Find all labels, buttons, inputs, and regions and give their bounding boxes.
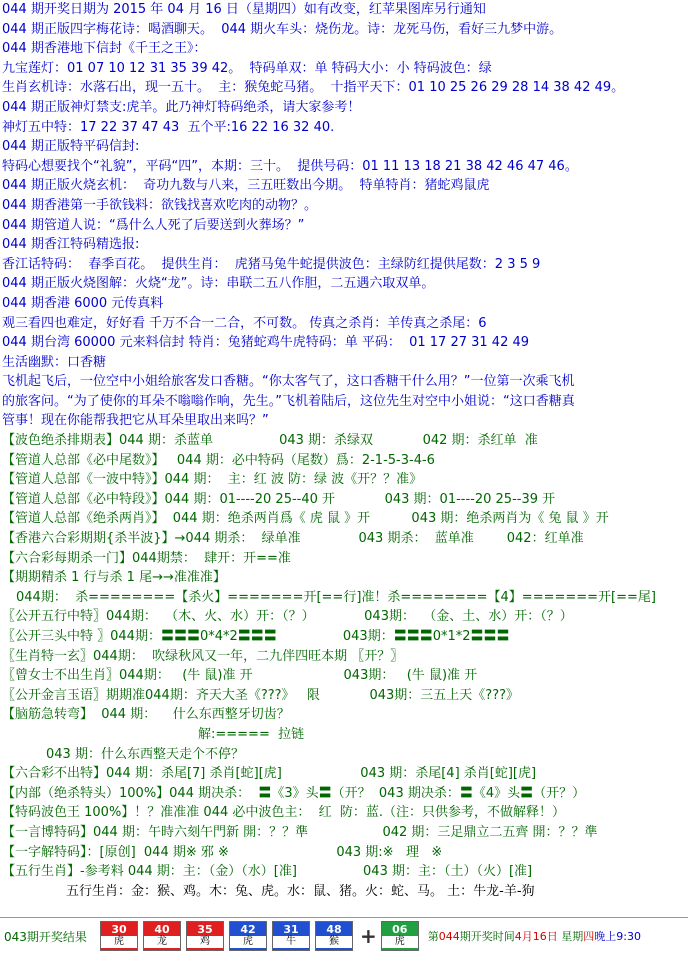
text-line: 044 期正版火烧图解：火烧“龙”。诗：串联二五八作胆，二五遇六取双单。 <box>2 276 435 292</box>
result-ball <box>229 921 267 951</box>
text-line: 管事！现在你能帮我把它从耳朵里取出来吗？” <box>2 413 269 429</box>
text-line: 的旅客问。“为了使你的耳朵不嗡嗡作响，先生。”飞机着陆后，这位先生对空中小姐说：“这口香糖真 <box>2 393 575 409</box>
text-line: 飞机起飞后，一位空中小姐给旅客发口香糖。“你太客气了，这口香糖干什么用？”一位第一次乘飞机 <box>2 374 575 390</box>
text-line: 【一字解特码】：[原创] 044 期※ 邪 ※ 043 期:※ 理 ※ <box>2 844 443 860</box>
text-line: 044 期香港 6000 元传真料 <box>2 295 164 311</box>
ball-zodiac: 虎 <box>382 936 418 948</box>
text-line: 【六合彩不出特】044 期：杀尾[7] 杀肖[蛇][虎] 043 期：杀尾[4] 杀肖[蛇][虎] <box>2 766 537 782</box>
result-bar-label: 043期开奖结果 <box>4 929 87 944</box>
text-line: 【管道人总部《必中特段》】044 期：01----20 25--40 开 043 期：01----20 25--39 开 <box>2 491 556 507</box>
text-line: 五行生肖：金：猴、鸡。木：兔、虎。水：鼠、猪。火：蛇、马。 土：牛龙-羊-狗 <box>66 883 535 899</box>
text-line: 九宝莲灯：01 07 10 12 31 35 39 42。 特码单双：单 特码大小：小 特码波色：绿 <box>2 60 492 76</box>
text-line: 043 期：什么东西整天走个不停？ <box>46 746 244 762</box>
result-ball <box>186 921 224 951</box>
text-line: 〖生肖特一玄〗044期： 吹绿秋风又一年，二九伴四旺本期 〖开？〗 <box>2 648 404 664</box>
result-bar <box>0 917 688 954</box>
text-line: 〖公开三头中特 〗044期：〓〓〓0*4*2〓〓〓 043期：〓〓〓0*1*2〓〓〓 <box>2 629 510 644</box>
draw-info-mid: 期开奖时间 <box>459 930 515 943</box>
result-ball <box>315 921 353 951</box>
text-line: 【期期精杀 1 行与杀 1 尾→→准准准】 <box>2 570 226 586</box>
ball-zodiac: 鸡 <box>187 936 223 948</box>
ball-number: 06 <box>392 923 408 936</box>
text-line: 神灯五中特：17 22 37 47 43 五个平:16 22 16 32 40. <box>2 119 335 135</box>
text-line: 特码心想要找个“礼貌”，平码“四”，本期：三十。 提供号码：01 11 13 18 21 38 42 46 47 46。 <box>2 158 578 174</box>
ball-number: 31 <box>283 923 299 936</box>
ball-number: 35 <box>197 923 213 936</box>
text-line: 044 期正版四字梅花诗：喝酒聊天。 044 期火车头：烧伤龙。诗：龙死马伤，看好三九梦中游。 <box>2 21 563 37</box>
result-ball <box>100 921 138 951</box>
draw-info <box>428 928 641 944</box>
text-line: 044 期香港第一手欲钱料：欲钱找喜欢吃肉的动物？。 <box>2 197 317 213</box>
result-balls <box>100 921 424 951</box>
text-line: 【管道人总部《一波中特》】044 期： 主：红 波 防：绿 波《开？？准》 <box>2 472 423 488</box>
text-line: 【脑筋急转弯】 044 期： 什么东西整牙切齿？ <box>2 707 290 723</box>
text-line: 044 期香江特码精选报: <box>2 237 140 253</box>
draw-info-weekday: 四 <box>583 930 595 943</box>
ball-zodiac: 虎 <box>230 936 266 948</box>
text-line: 044 期正版神灯禁支:虎羊。此乃神灯特码绝杀，请大家参考！ <box>2 99 361 115</box>
text-line: 〖曾女士不出生肖〗044期： (牛 鼠)准 开 043期： (牛 鼠)准 开 <box>2 668 478 684</box>
text-line: 044 期管道人说：“爲什么人死了后要送到火葬场？” <box>2 217 305 233</box>
draw-info-issue: 044 <box>438 930 460 943</box>
text-line: 044 期台湾 60000 元来料信封 特肖：兔猪蛇鸡牛虎特码：单 平码： 01 17 27 31 42 49 <box>2 335 530 351</box>
draw-info-time: 晚上9:30 <box>594 930 641 943</box>
result-ball <box>143 921 181 951</box>
ball-number: 48 <box>326 923 342 936</box>
text-line: 044 期香港地下信封《千王之王》： <box>2 41 207 57</box>
text-line: 生肖玄机诗：水落石出，现一五十。 主：猴兔蛇马猪。 十指平天下：01 10 25 26 29 28 14 38 42 49。 <box>2 80 625 96</box>
draw-info-date: 4月16日 <box>514 930 558 943</box>
ball-number: 30 <box>111 923 127 936</box>
ball-zodiac: 牛 <box>273 936 309 948</box>
ball-zodiac: 龙 <box>144 936 180 948</box>
text-line: 【波色绝杀排期表】044 期：杀蓝单 043 期：杀绿双 042 期：杀红单 准 <box>2 433 538 449</box>
result-ball <box>381 921 419 951</box>
text-line: 【六合彩每期杀一门】044期禁： 肆开：开==准 <box>2 550 291 566</box>
text-line: 【一言博特码】044 期：午時六刻午門新 開：？？準 042 期：三足鼎立二五齊 開：？？準 <box>2 824 598 840</box>
text-line: 044期： 杀========【杀火】=======开[==行]准！杀========【4】=======开[==尾] <box>16 589 656 605</box>
draw-info-prefix: 第 <box>427 930 439 943</box>
text-line: 044 期正版特平码信封: <box>2 139 140 155</box>
text-line: 044 期正版火烧玄机： 奇功九数与八来，三五旺数出今期。 特单特肖：猪蛇鸡鼠虎 <box>2 178 490 194</box>
ball-zodiac: 猴 <box>316 936 352 948</box>
text-line: 【管道人总部《绝杀两肖》】 044 期：绝杀两肖爲《 虎 鼠 》开 043 期：绝杀两肖为《 兔 鼠 》开 <box>2 511 609 527</box>
plus-sign: + <box>360 924 377 948</box>
text-line: 〖公开金言玉语〗期期准044期：齐天大圣《???》 限 043期：三五上天《???》 <box>2 687 520 703</box>
text-line: 〖公开五行中特〗044期： （木、火、水）开：（？） 043期： （金、土、水）开：（？） <box>2 609 573 625</box>
ball-number: 40 <box>154 923 170 936</box>
text-line: 【香港六合彩期期{杀半波}】→044 期杀： 绿单准 043 期杀： 蓝单准 042：红单准 <box>2 531 584 547</box>
ball-number: 42 <box>240 923 256 936</box>
ball-zodiac: 虎 <box>101 936 137 948</box>
text-line: 【特码波色王 100%】！？准准准 044 必中波色主： 红 防：蓝.（注：只供参考，不做解释！） <box>2 805 566 821</box>
text-line: 观三看四也难定，好好看 千万不合一二合，不可数。 传真之杀肖：羊传真之杀尾：6 <box>2 315 487 331</box>
text-line: 生活幽默：口香糖 <box>2 354 107 370</box>
text-line: 【五行生肖】-参考料 044 期：主：（金）（水）[准] 043 期：主：（土）（火）[准] <box>2 864 533 880</box>
text-line: 044 期开奖日期为 2015 年 04 月 16 日（星期四）如有改变，红苹果图库另行通知 <box>2 2 486 17</box>
result-ball <box>272 921 310 951</box>
text-line: 香江话特码： 春季百花。 提供生肖： 虎猪马兔牛蛇提供波色：主绿防红提供尾数：2 3 5 9 <box>2 256 541 272</box>
text-line: 【管道人总部《必中尾数》】 044 期：必中特码（尾数）爲：2-1-5-3-4-6 <box>2 452 435 468</box>
text-line: 解:===== 拉链 <box>198 726 305 742</box>
draw-info-weekday-label: 星期 <box>557 930 584 943</box>
text-line: 【内部（绝杀特头）100%】044 期决杀： 〓《3》头〓（开？ 043 期决杀：〓《4》头〓（开？） <box>2 785 586 801</box>
